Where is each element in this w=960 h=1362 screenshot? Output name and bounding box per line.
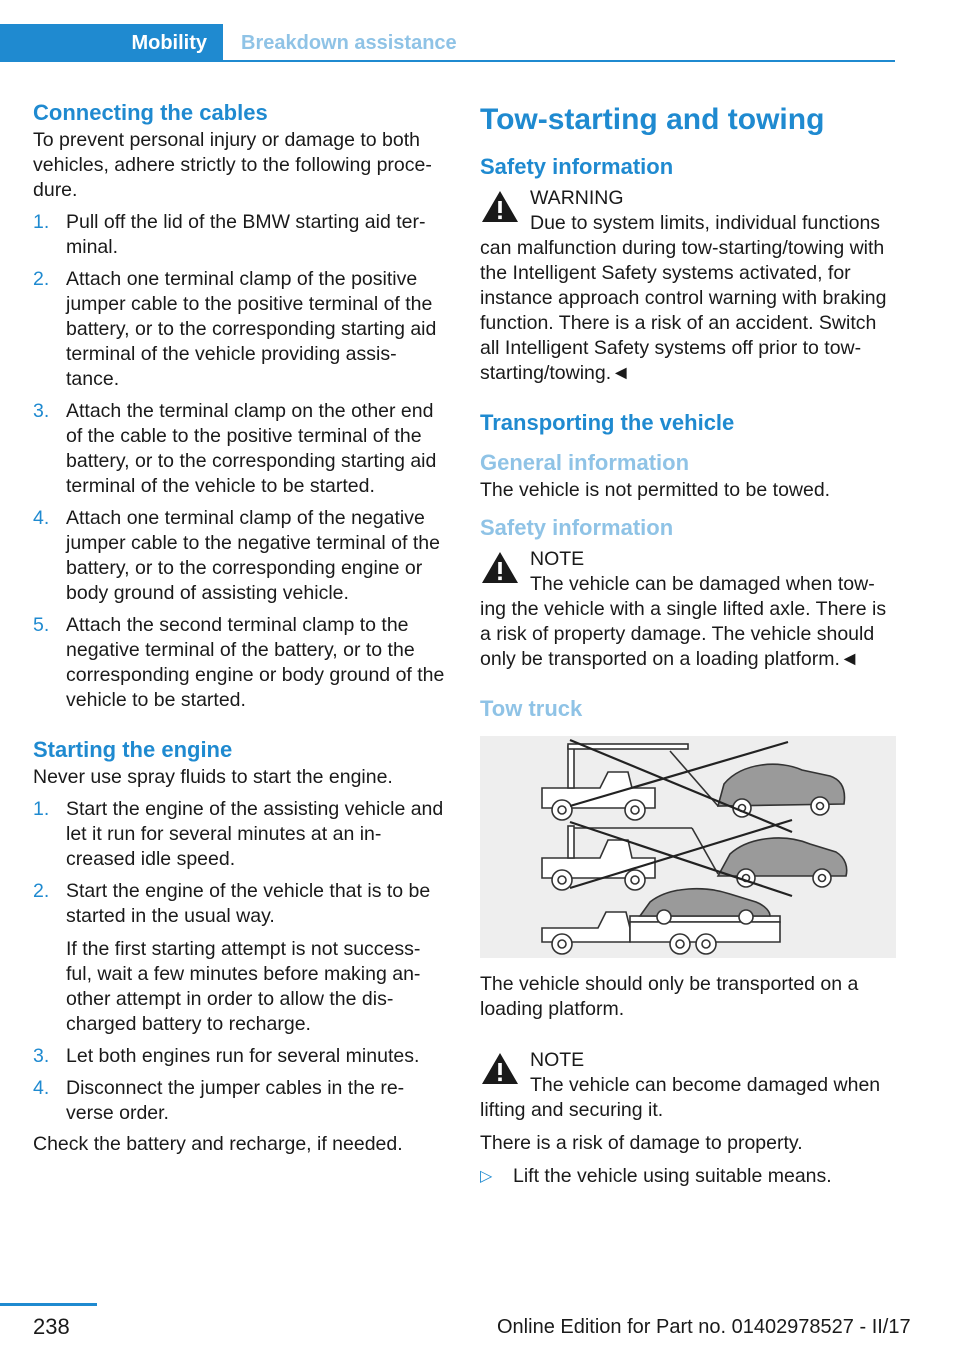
note-label: NOTE [530, 1049, 585, 1071]
step-text: Start the engine of the vehicle that is to be started in the usual way. [66, 880, 431, 927]
list-item [33, 1044, 445, 1069]
page-number-rule [0, 1303, 97, 1306]
list-item [33, 210, 445, 260]
warning-triangle-icon [480, 549, 520, 585]
note-first-line: The vehicle can be damaged when tow‐ [530, 573, 875, 595]
transporting-vehicle-heading: Transporting the vehicle [480, 410, 735, 435]
general-information-text: The vehicle is not permitted to be towed. [480, 479, 831, 501]
warning-text [480, 211, 896, 386]
warning-triangle-icon [480, 188, 520, 224]
note-text [480, 1073, 896, 1123]
list-item [33, 797, 445, 872]
list-item [33, 506, 445, 606]
warning-rest: can malfunction during tow-starting/towing with the Intelligent Safety systems activated, for instance approach control warning with braking function. There is a risk of an accident. Switch all Intelligent Safety systems off prior to tow-starting/towing.◄ [480, 237, 887, 384]
warning-triangle-icon [480, 1050, 520, 1086]
step-text: Let both engines run for several minutes. [66, 1045, 420, 1067]
general-information-heading: General information [480, 450, 690, 475]
tab-mobility: Mobility [0, 24, 223, 62]
connecting-intro: To prevent personal injury or damage to both vehicles, adhere strictly to the following proce‐dure. [33, 129, 432, 201]
tow-truck-diagram [480, 736, 896, 958]
note-block [480, 547, 896, 672]
note-first-line: The vehicle can become damaged when [530, 1074, 881, 1096]
starting-steps-list [33, 797, 445, 1126]
starting-engine-heading: Starting the engine [33, 737, 233, 762]
note-label: NOTE [530, 548, 585, 570]
step-number: 1. [33, 211, 50, 233]
step-number: 4. [33, 1077, 50, 1099]
starting-intro: Never use spray fluids to start the engine. [33, 766, 393, 788]
step-text: Disconnect the jumper cables in the re‐verse order. [66, 1077, 405, 1124]
safety-information-heading: Safety information [480, 154, 674, 179]
step-text: Attach one terminal clamp of the positive jumper cable to the positive terminal of the battery, or to the corresponding starting aid terminal of the vehicle providing assis‐tance. [66, 268, 437, 390]
note-text [480, 572, 896, 672]
warning-label: WARNING [530, 187, 624, 209]
note-rest: ing the vehicle with a single lifted axle. There is a risk of property damage. The vehicle should only be transported on a loading platform.◄ [480, 598, 887, 670]
check-battery-text: Check the battery and recharge, if needed. [33, 1133, 403, 1155]
step-text: Pull off the lid of the BMW starting aid ter‐minal. [66, 211, 426, 258]
list-item [33, 879, 445, 1037]
tow-truck-illustration [480, 736, 896, 958]
step-number: 4. [33, 507, 50, 529]
step-text: Start the engine of the assisting vehicle and let it run for several minutes at an in‐creased idle speed. [66, 798, 444, 870]
bullet-text: Lift the vehicle using suitable means. [513, 1165, 832, 1187]
step-extra-text: If the first starting attempt is not success‐ful, wait a few minutes before making an‐other attempt in order to allow the dis‐charged battery to recharge. [66, 938, 421, 1035]
connecting-steps-list [33, 210, 445, 713]
step-number: 2. [33, 268, 50, 290]
list-item [480, 1164, 896, 1189]
step-number: 1. [33, 798, 50, 820]
list-item [33, 613, 445, 713]
step-number: 5. [33, 614, 50, 636]
figure-caption: The vehicle should only be transported on a loading platform. [480, 973, 859, 1020]
edition-footer: Online Edition for Part no. 01402978527 - II/17 [497, 1316, 911, 1338]
triangle-bullet-icon: ▷ [480, 1168, 493, 1185]
page-number: 238 [33, 1314, 70, 1339]
header-rule [223, 60, 895, 62]
tow-truck-heading: Tow truck [480, 696, 583, 721]
left-column [33, 98, 445, 1157]
step-text: Attach the terminal clamp on the other end of the cable to the positive terminal of the battery, or to the corresponding starting aid terminal of the vehicle to be started. [66, 400, 437, 497]
safety-information-subheading: Safety information [480, 515, 674, 540]
step-number: 3. [33, 1045, 50, 1067]
note-block-2 [480, 1048, 896, 1123]
connecting-cables-heading: Connecting the cables [33, 100, 268, 125]
list-item [33, 1076, 445, 1126]
step-text: Attach the second terminal clamp to the negative terminal of the battery, or to the corresponding engine or body ground of the vehicle to be started. [66, 614, 445, 711]
list-item [33, 267, 445, 392]
note-rest: lifting and securing it. [480, 1099, 664, 1121]
list-item [33, 399, 445, 499]
step-number: 2. [33, 880, 50, 902]
warning-block [480, 186, 896, 386]
risk-text: There is a risk of damage to property. [480, 1132, 803, 1154]
step-number: 3. [33, 400, 50, 422]
step-text: Attach one terminal clamp of the negative jumper cable to the negative terminal of the battery, or to the corresponding engine or body ground of assisting vehicle. [66, 507, 440, 604]
tab-breakdown-assistance: Breakdown assistance [241, 32, 457, 54]
tow-starting-heading: Tow-starting and towing [480, 103, 825, 136]
right-column [480, 98, 896, 1189]
warning-first-line: Due to system limits, individual functions [530, 212, 881, 234]
